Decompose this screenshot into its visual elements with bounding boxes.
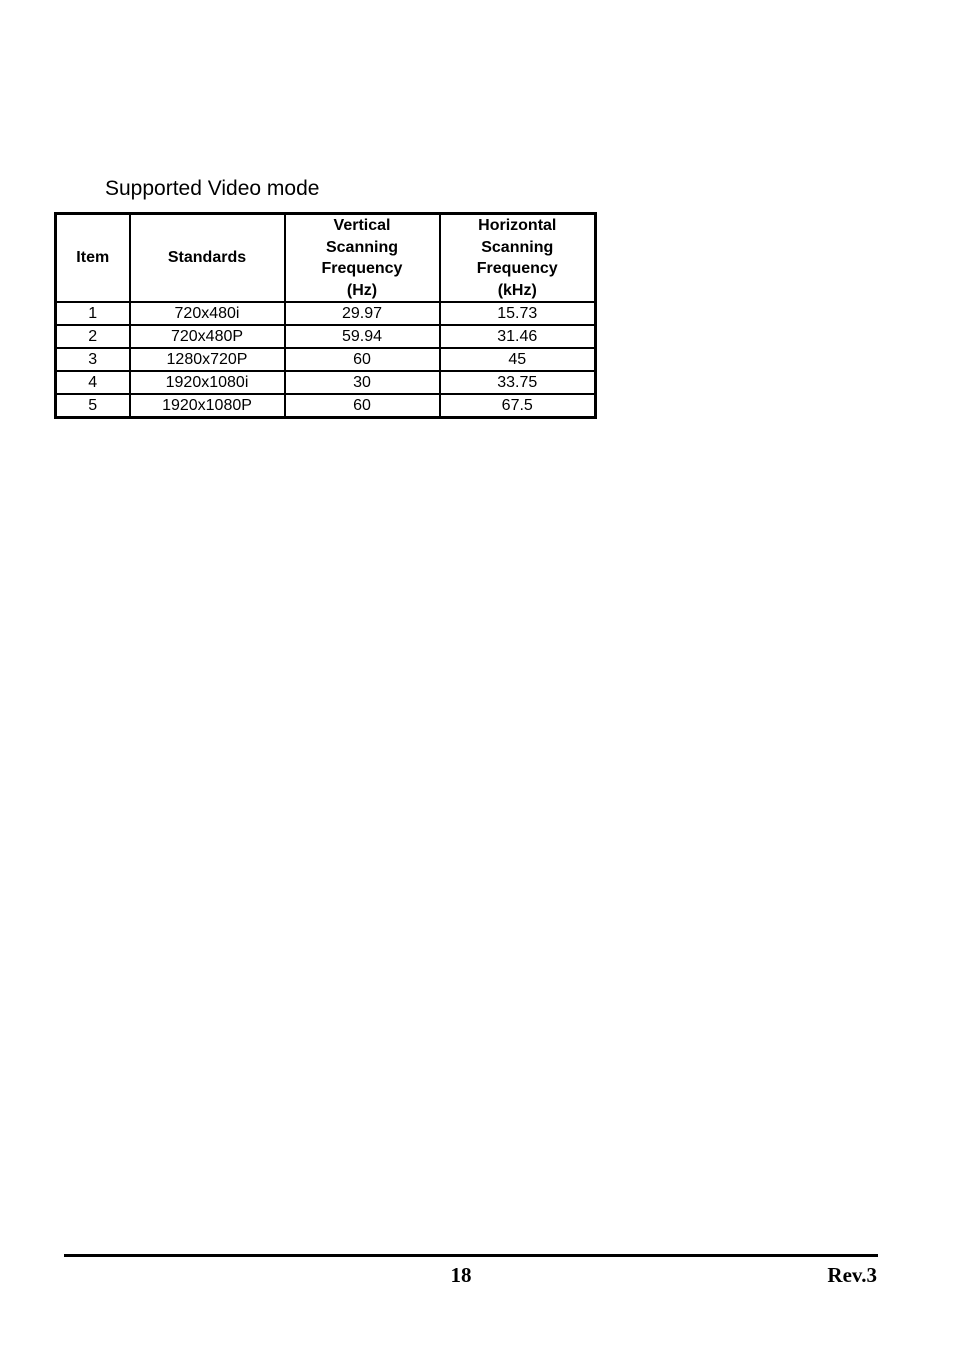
- header-horizontal-line: (kHz): [497, 281, 537, 299]
- cell-standard: 1920x1080i: [130, 371, 285, 394]
- footer-divider: [64, 1254, 878, 1257]
- table-row: [56, 302, 596, 325]
- header-item-line: Item: [76, 249, 110, 267]
- cell-standard: 720x480i: [130, 302, 285, 325]
- header-item: [56, 214, 130, 303]
- cell-horizontal-frequency: 15.73: [440, 302, 596, 325]
- page-number: 18: [450, 1263, 472, 1287]
- cell-vertical-frequency: 59.94: [285, 325, 440, 348]
- header-horizontal-line: Frequency: [476, 260, 558, 277]
- header-horizontal-line: Scanning: [481, 238, 554, 256]
- revision-label: Rev.3: [827, 1263, 877, 1287]
- header-horizontal-frequency: [440, 214, 596, 303]
- header-vertical-line: Vertical: [333, 217, 391, 234]
- header-vertical-line: Scanning: [325, 238, 398, 256]
- header-horizontal-line: Horizontal: [478, 217, 557, 234]
- table-row: [56, 348, 596, 371]
- cell-standard: 720x480P: [130, 325, 285, 348]
- cell-standard: 1280x720P: [130, 348, 285, 371]
- table-row: [56, 394, 596, 418]
- cell-vertical-frequency: 60: [285, 394, 440, 418]
- cell-item: 2: [56, 325, 130, 348]
- cell-vertical-frequency: 29.97: [285, 302, 440, 325]
- table-header-row: [56, 214, 596, 303]
- cell-vertical-frequency: 30: [285, 371, 440, 394]
- cell-horizontal-frequency: 67.5: [440, 394, 596, 418]
- cell-item: 5: [56, 394, 130, 418]
- table-row: [56, 325, 596, 348]
- cell-item: 3: [56, 348, 130, 371]
- cell-standard: 1920x1080P: [130, 394, 285, 418]
- cell-horizontal-frequency: 33.75: [440, 371, 596, 394]
- section-title: Supported Video mode: [105, 177, 320, 200]
- header-vertical-line: Frequency: [321, 260, 403, 277]
- cell-vertical-frequency: 60: [285, 348, 440, 371]
- cell-item: 4: [56, 371, 130, 394]
- supported-video-mode-table: [54, 212, 597, 419]
- cell-horizontal-frequency: 45: [440, 348, 596, 371]
- header-standards-line: Standards: [167, 249, 247, 267]
- table-row: [56, 371, 596, 394]
- cell-item: 1: [56, 302, 130, 325]
- header-vertical-line: (Hz): [346, 281, 378, 299]
- header-standards: [130, 214, 285, 303]
- cell-horizontal-frequency: 31.46: [440, 325, 596, 348]
- header-vertical-frequency: [285, 214, 440, 303]
